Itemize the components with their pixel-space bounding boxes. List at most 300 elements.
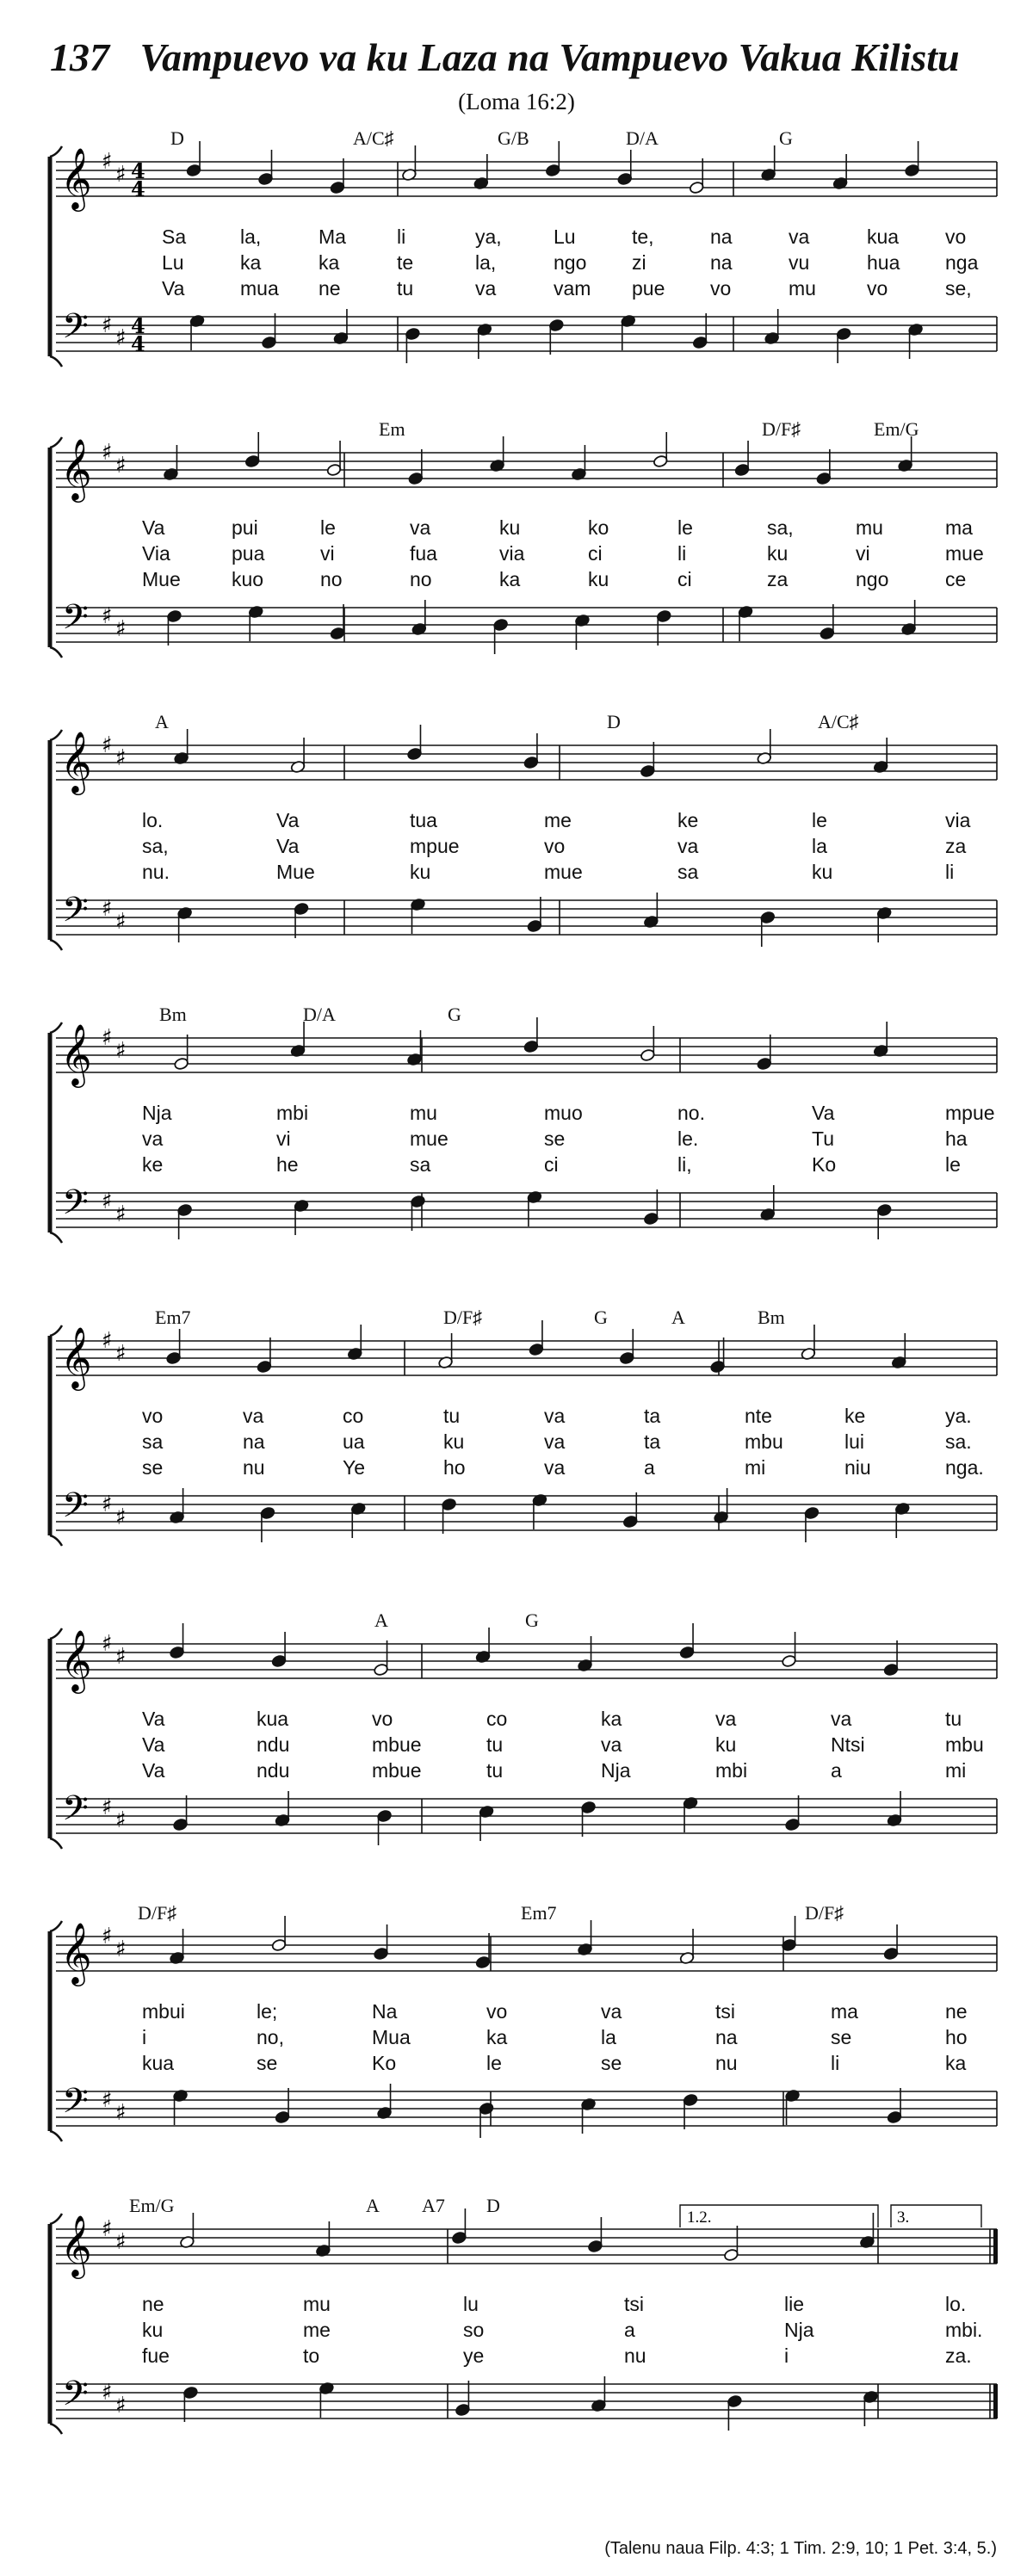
lyric-syllable: nu [243,1456,265,1479]
lyric-syllable: ne [945,2000,968,2023]
sharp-icon: ♯ [115,1341,127,1367]
lyric-syllable: le [320,516,336,539]
lyric-syllable: Ko [372,2052,397,2074]
lyric-syllable: le. [677,1127,699,1150]
lyric-syllable: Lu [162,251,184,274]
lyric-syllable: no [410,568,432,590]
lyric-syllable: mbi [276,1102,309,1124]
lyric-syllable: co [486,1708,508,1730]
lyric-syllable: fue [142,2344,170,2367]
lyric-syllable: va [243,1405,264,1427]
lyric-syllable: mi [945,1759,967,1782]
lyric-syllable: ku [715,1733,737,1756]
lyric-syllable: la [601,2026,616,2048]
chord-symbol: D/F♯ [443,1307,483,1328]
sharp-icon: ♯ [115,1202,127,1227]
bass-staff [56,2091,997,2126]
staff-graphic [0,129,1033,420]
lyric-syllable: ho [945,2026,968,2048]
sharp-icon: ♯ [102,440,113,466]
chord-symbol: Em7 [155,1307,191,1328]
music-system [0,1005,1033,1308]
chord-symbol: D [607,711,621,732]
lyric-syllable: Na [372,2000,398,2023]
lyric-syllable: se [142,1456,164,1479]
lyric-syllable: va [410,516,431,539]
lyric-syllable: mbi. [945,2319,983,2341]
lyric-syllable: vo [710,277,732,300]
treble-clef-icon: 𝄞 [60,1325,92,1388]
lyric-syllable: ne [319,277,341,300]
sharp-icon: ♯ [102,896,113,922]
lyric-syllable: pue [632,277,665,300]
lyric-syllable: Ntsi [831,1733,865,1756]
lyric-syllable: mu [856,516,883,539]
chord-symbol: Bm [159,1004,187,1025]
sharp-icon: ♯ [115,1937,127,1962]
lyric-syllable: ndu [257,1759,290,1782]
lyric-syllable: ku [410,861,431,883]
scripture-footnote: (Talenu naua Filp. 4:3; 1 Tim. 2:9, 10; 1 Pet. 3:4, 5.) [604,2539,997,2558]
lyric-syllable: tsi [715,2000,735,2023]
lyric-syllable: a [624,2319,635,2341]
sharp-icon: ♯ [115,325,127,351]
lyric-syllable: ka [319,251,340,274]
bass-clef-icon: 𝄢 [62,306,89,355]
lyric-syllable: le [945,1153,961,1176]
music-system [0,420,1033,713]
lyric-syllable: so [463,2319,485,2341]
lyric-syllable: va [544,1430,566,1453]
lyric-syllable: se [544,1127,566,1150]
lyric-syllable: za [945,835,967,857]
lyric-syllable: Nja [142,1102,172,1124]
bass-staff [56,1193,997,1227]
lyric-syllable: za [767,568,789,590]
bass-clef-icon: 𝄢 [62,890,89,938]
time-signature: 4 [131,158,145,183]
lyric-syllable: ka [499,568,521,590]
bass-staff [56,1496,997,1530]
lyric-syllable: Ye [343,1456,366,1479]
lyric-syllable: ci [544,1153,559,1176]
volta-label: 3. [897,2208,910,2227]
lyric-syllable: nga [945,251,979,274]
lyric-syllable: tu [397,277,414,300]
lyric-syllable: he [276,1153,299,1176]
sharp-icon: ♯ [115,162,127,188]
lyric-syllable: ndu [257,1733,290,1756]
sharp-icon: ♯ [102,1795,113,1820]
lyric-syllable: me [544,809,572,831]
chord-symbol: G [594,1307,608,1328]
treble-staff [56,1644,997,1678]
sharp-icon: ♯ [115,1644,127,1670]
lyric-syllable: Va [276,809,300,831]
sharp-icon: ♯ [115,1038,127,1064]
lyric-syllable: Va [142,1759,165,1782]
sharp-icon: ♯ [115,745,127,771]
lyric-syllable: le [677,516,693,539]
lyric-syllable: nu [624,2344,646,2367]
lyric-syllable: ku [142,2319,164,2341]
treble-clef-icon: 𝄞 [60,1628,92,1691]
volta-label: 1.2. [687,2208,712,2227]
lyric-syllable: mpue [945,1102,995,1124]
lyric-syllable: sa, [767,516,794,539]
lyric-syllable: li [397,225,406,248]
lyric-syllable: ku [812,861,833,883]
lyric-syllable: niu [844,1456,871,1479]
lyric-syllable: za. [945,2344,972,2367]
lyric-syllable: tu [486,1759,504,1782]
lyric-syllable: la, [475,251,497,274]
sharp-icon: ♯ [115,1504,127,1530]
chord-symbol: A [155,711,169,732]
sharp-icon: ♯ [115,616,127,642]
lyric-syllable: nu. [142,861,170,883]
sharp-icon: ♯ [102,603,113,629]
lyric-syllable: via [499,542,525,565]
lyric-syllable: ngo [856,568,889,590]
treble-clef-icon: 𝄞 [60,730,92,793]
staff-graphic [0,1611,1033,1904]
lyric-syllable: le [812,809,827,831]
lyric-syllable: li [945,861,955,883]
treble-clef-icon: 𝄞 [60,2214,92,2276]
lyric-syllable: muo [544,1102,583,1124]
hymn-header [0,0,1033,129]
lyric-syllable: pui [232,516,258,539]
bass-clef-icon: 𝄢 [62,2374,89,2422]
lyric-syllable: se, [945,277,972,300]
lyric-syllable: va [677,835,699,857]
lyric-syllable: ku [588,568,609,590]
lyric-syllable: ma [831,2000,858,2023]
lyric-syllable: no, [257,2026,284,2048]
lyric-syllable: le [486,2052,502,2074]
chord-symbol: A/C♯ [353,127,394,149]
lyric-syllable: le; [257,2000,278,2023]
treble-staff [56,1937,997,1971]
lyric-syllable: lui [844,1430,865,1453]
lyric-syllable: tu [443,1405,461,1427]
lyric-syllable: sa [142,1430,164,1453]
chord-symbol: A7 [422,2195,445,2216]
staff-graphic [0,713,1033,1005]
music-system [0,713,1033,1005]
chord-symbol: G [448,1004,461,1025]
bass-staff [56,2384,997,2418]
lyric-syllable: Va [142,516,165,539]
lyric-syllable: ke [844,1405,866,1427]
sharp-icon: ♯ [115,2229,127,2255]
chord-symbol: D [486,2195,500,2216]
time-signature: 4 [131,331,145,356]
lyric-syllable: ho [443,1456,466,1479]
lyric-syllable: li [677,542,687,565]
sharp-icon: ♯ [102,1025,113,1051]
music-system [0,129,1033,420]
lyric-syllable: a [644,1456,655,1479]
lyric-syllable: vo [867,277,888,300]
lyric-syllable: Va [276,835,300,857]
lyric-syllable: li [831,2052,840,2074]
lyric-syllable: ua [343,1430,365,1453]
chord-symbol: Em/G [874,418,919,440]
lyric-syllable: li, [677,1153,692,1176]
treble-notes [174,725,888,778]
chord-symbol: D [170,127,184,149]
lyric-syllable: mbue [372,1759,422,1782]
lyric-syllable: te [397,251,414,274]
lyric-syllable: ke [677,809,699,831]
lyric-syllable: ta [644,1405,661,1427]
lyric-syllable: mu [303,2293,331,2315]
sharp-icon: ♯ [102,2087,113,2113]
lyric-syllable: ka [486,2026,508,2048]
sharp-icon: ♯ [102,1328,113,1354]
lyric-syllable: ku [499,516,521,539]
lyric-syllable: mue [945,542,984,565]
lyric-syllable: mbui [142,2000,185,2023]
lyric-syllable: tua [410,809,437,831]
lyric-syllable: lu [463,2293,479,2315]
lyric-syllable: vo [544,835,566,857]
lyric-syllable: tu [945,1708,962,1730]
lyric-syllable: mbi [715,1759,748,1782]
scripture-reference: (Loma 16:2) [458,89,575,114]
sharp-icon: ♯ [102,149,113,175]
chord-symbol: D/F♯ [805,1902,844,1924]
lyric-syllable: ye [463,2344,485,2367]
sharp-icon: ♯ [115,453,127,479]
sharp-icon: ♯ [115,1807,127,1833]
lyric-syllable: Mue [142,568,181,590]
chord-symbol: G [779,127,793,149]
lyric-syllable: no. [677,1102,705,1124]
lyric-syllable: va [544,1405,566,1427]
lyric-syllable: tsi [624,2293,644,2315]
lyric-syllable: ka [240,251,262,274]
chord-symbol: Em/G [129,2195,175,2216]
lyric-syllable: vi [320,542,335,565]
lyric-syllable: mi [745,1456,766,1479]
sharp-icon: ♯ [102,732,113,758]
chord-symbol: A [366,2195,380,2216]
lyric-syllable: Nja [601,1759,631,1782]
sharp-icon: ♯ [102,1631,113,1657]
sharp-icon: ♯ [102,312,113,338]
chord-symbol: D/A [303,1004,336,1025]
treble-staff [56,453,997,487]
chord-symbol: G [525,1609,539,1631]
lyric-syllable: no [320,568,343,590]
lyric-syllable: Mue [276,861,315,883]
lyric-syllable: ka [945,2052,967,2074]
lyric-syllable: nu [715,2052,738,2074]
lyric-syllable: ka [601,1708,622,1730]
lyric-syllable: ha [945,1127,968,1150]
treble-notes [186,141,919,195]
lyric-syllable: Va [162,277,185,300]
time-signature: 4 [131,313,145,338]
lyric-syllable: mbue [372,1733,422,1756]
lyric-syllable: ne [142,2293,164,2315]
treble-notes [174,1017,888,1071]
chord-symbol: A [374,1609,388,1631]
lyric-syllable: mu [410,1102,437,1124]
lyric-syllable: nga. [945,1456,984,1479]
lyric-syllable: Sa [162,225,187,248]
lyric-syllable: vam [554,277,591,300]
lyric-syllable: lo. [142,809,164,831]
lyric-syllable: Va [142,1708,165,1730]
bass-clef-icon: 𝄢 [62,1486,89,1534]
lyric-syllable: ce [945,568,967,590]
bass-staff [56,900,997,935]
treble-clef-icon: 𝄞 [60,437,92,500]
song-number: 137 [50,35,109,79]
lyric-syllable: va [715,1708,737,1730]
lyric-syllable: sa, [142,835,169,857]
bass-clef-icon: 𝄢 [62,597,89,646]
treble-clef-icon: 𝄞 [60,1022,92,1085]
lyric-syllable: to [303,2344,320,2367]
lyric-syllable: na [715,2026,738,2048]
lyric-syllable: me [303,2319,331,2341]
lyric-syllable: la [812,835,827,857]
sharp-icon: ♯ [115,2100,127,2126]
lyric-syllable: se [831,2026,852,2048]
lyric-syllable: lo. [945,2293,967,2315]
chord-symbol: Bm [758,1307,785,1328]
bass-staff [56,1799,997,1833]
lyric-syllable: kuo [232,568,264,590]
lyric-syllable: vo [945,225,967,248]
lyric-syllable: Via [142,542,170,565]
lyric-syllable: kua [867,225,900,248]
lyric-syllable: mua [240,277,279,300]
sharp-icon: ♯ [102,1492,113,1517]
lyric-syllable: na [243,1430,265,1453]
chord-symbol: Em [379,418,405,440]
lyric-syllable: Lu [554,225,576,248]
lyric-syllable: va [601,2000,622,2023]
lyric-syllable: mue [544,861,583,883]
lyric-syllable: ku [767,542,789,565]
sharp-icon: ♯ [102,1189,113,1214]
lyric-syllable: zi [632,251,646,274]
song-title: Vampuevo va ku Laza na Vampuevo Vakua Kilistu [139,35,960,79]
lyric-syllable: ya, [475,225,502,248]
staff-graphic [0,420,1033,713]
lyric-syllable: hua [867,251,900,274]
lyric-syllable: via [945,809,971,831]
lyric-syllable: lie [784,2293,805,2315]
treble-notes [179,2208,875,2262]
lyric-syllable: va [789,225,810,248]
lyric-syllable: Mua [372,2026,411,2048]
lyric-syllable: va [544,1456,566,1479]
lyric-syllable: fua [410,542,437,565]
lyric-syllable: va [601,1733,622,1756]
music-system [0,1308,1033,1611]
lyric-syllable: mbu [945,1733,984,1756]
treble-staff [56,2229,997,2264]
time-signature: 4 [131,176,145,201]
lyric-syllable: pua [232,542,265,565]
music-system [0,1611,1033,1904]
bass-clef-icon: 𝄢 [62,1788,89,1837]
hymn-title-line [50,34,960,80]
lyric-syllable: ke [142,1153,164,1176]
lyric-syllable: Va [142,1733,165,1756]
sharp-icon: ♯ [115,909,127,935]
lyric-syllable: se [257,2052,278,2074]
lyric-syllable: te, [632,225,654,248]
lyric-syllable: Ma [319,225,346,248]
treble-clef-icon: 𝄞 [60,146,92,209]
lyric-syllable: Va [812,1102,835,1124]
chord-symbol: D/F♯ [138,1902,177,1924]
treble-notes [166,1320,907,1374]
music-score [0,129,1033,2480]
treble-staff [56,1341,997,1375]
lyric-syllable: se [601,2052,622,2074]
staff-graphic [0,1904,1033,2196]
sharp-icon: ♯ [102,1924,113,1949]
chord-symbol: D/A [626,127,659,149]
lyric-syllable: tu [486,1733,504,1756]
lyric-syllable: ku [443,1430,465,1453]
lyric-syllable: nte [745,1405,772,1427]
lyric-syllable: vi [276,1127,291,1150]
lyric-syllable: Nja [784,2319,814,2341]
bass-staff [56,608,997,642]
bass-clef-icon: 𝄢 [62,1183,89,1231]
music-system [0,1904,1033,2196]
lyric-syllable: sa [410,1153,431,1176]
lyric-syllable: sa [677,861,699,883]
lyric-syllable: vo [486,2000,508,2023]
lyric-syllable: co [343,1405,364,1427]
lyric-syllable: mu [789,277,816,300]
lyric-syllable: sa. [945,1430,972,1453]
lyric-syllable: Ko [812,1153,837,1176]
treble-clef-icon: 𝄞 [60,1921,92,1984]
lyric-syllable: Tu [812,1127,834,1150]
lyric-syllable: la, [240,225,262,248]
lyric-syllable: ya. [945,1405,972,1427]
lyric-syllable: kua [257,1708,289,1730]
lyric-syllable: vo [142,1405,164,1427]
lyric-syllable: vi [856,542,870,565]
lyric-syllable: mpue [410,835,460,857]
lyric-syllable: va [142,1127,164,1150]
chord-symbol: Em7 [521,1902,557,1924]
lyric-syllable: ci [677,568,692,590]
chord-symbol: G/B [498,127,529,149]
lyric-syllable: ngo [554,251,587,274]
lyric-syllable: i [142,2026,147,2048]
lyric-syllable: mbu [745,1430,783,1453]
bass-clef-icon: 𝄢 [62,2081,89,2129]
lyric-syllable: va [475,277,497,300]
sharp-icon: ♯ [102,2216,113,2242]
lyric-syllable: vo [372,1708,393,1730]
lyric-syllable: a [831,1759,842,1782]
